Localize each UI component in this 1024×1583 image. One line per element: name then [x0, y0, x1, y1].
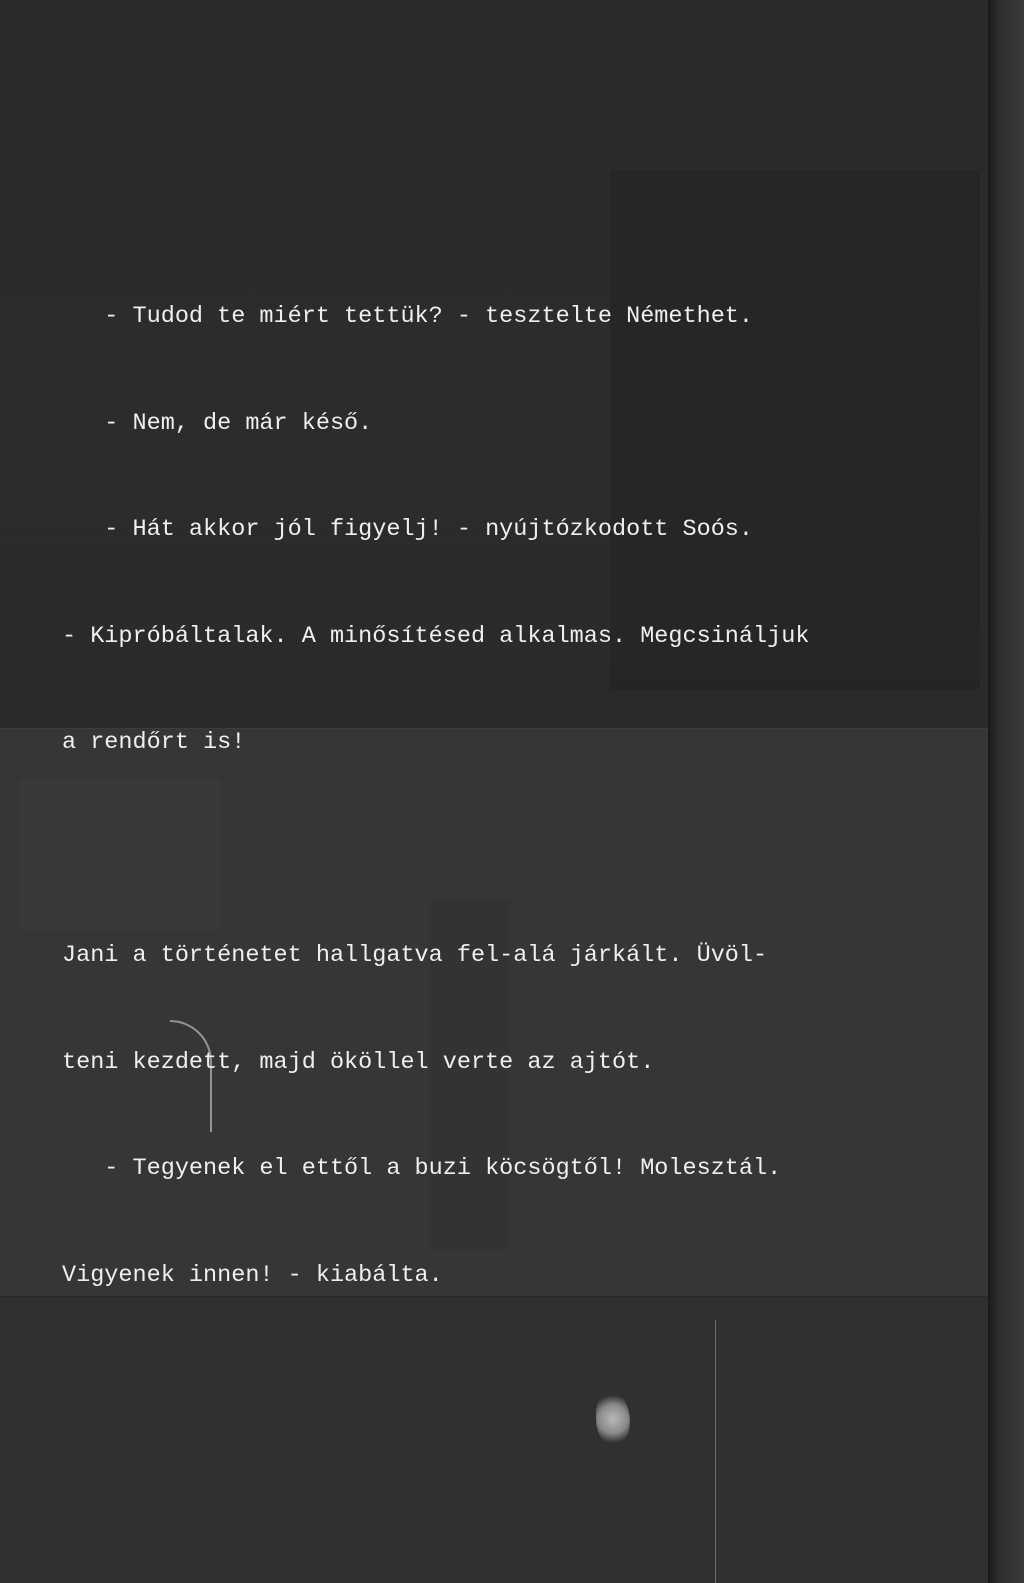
excerpt-line: - Tegyenek el ettől a buzi köcsögtől! Molesztál. [62, 1155, 782, 1182]
spine-edge [988, 0, 1024, 1583]
excerpt-line: - Nem, de már késő. [62, 409, 373, 437]
excerpt-line: Jani a történetet hallgatva fel-alá járkált. Üvöl- [62, 942, 768, 969]
excerpt-line: Vigyenek innen! - kiabálta. [62, 1261, 443, 1289]
paragraph-gap [62, 832, 952, 868]
excerpt-line: teni kezdett, majd ököllel verte az ajtót. [62, 1048, 655, 1076]
excerpt-line: - Hát akkor jól figyelj! - nyújtózkodott Soós. [62, 516, 754, 543]
excerpt-line: a rendőrt is! [62, 729, 246, 756]
excerpt-line: - Tudod te miért tettük? - tesztelte Némethet. [62, 303, 754, 330]
excerpt-line: - Kipróbáltalak. A minősítésed alkalmas. Megcsináljuk [62, 622, 810, 650]
excerpt-text [62, 228, 952, 1364]
